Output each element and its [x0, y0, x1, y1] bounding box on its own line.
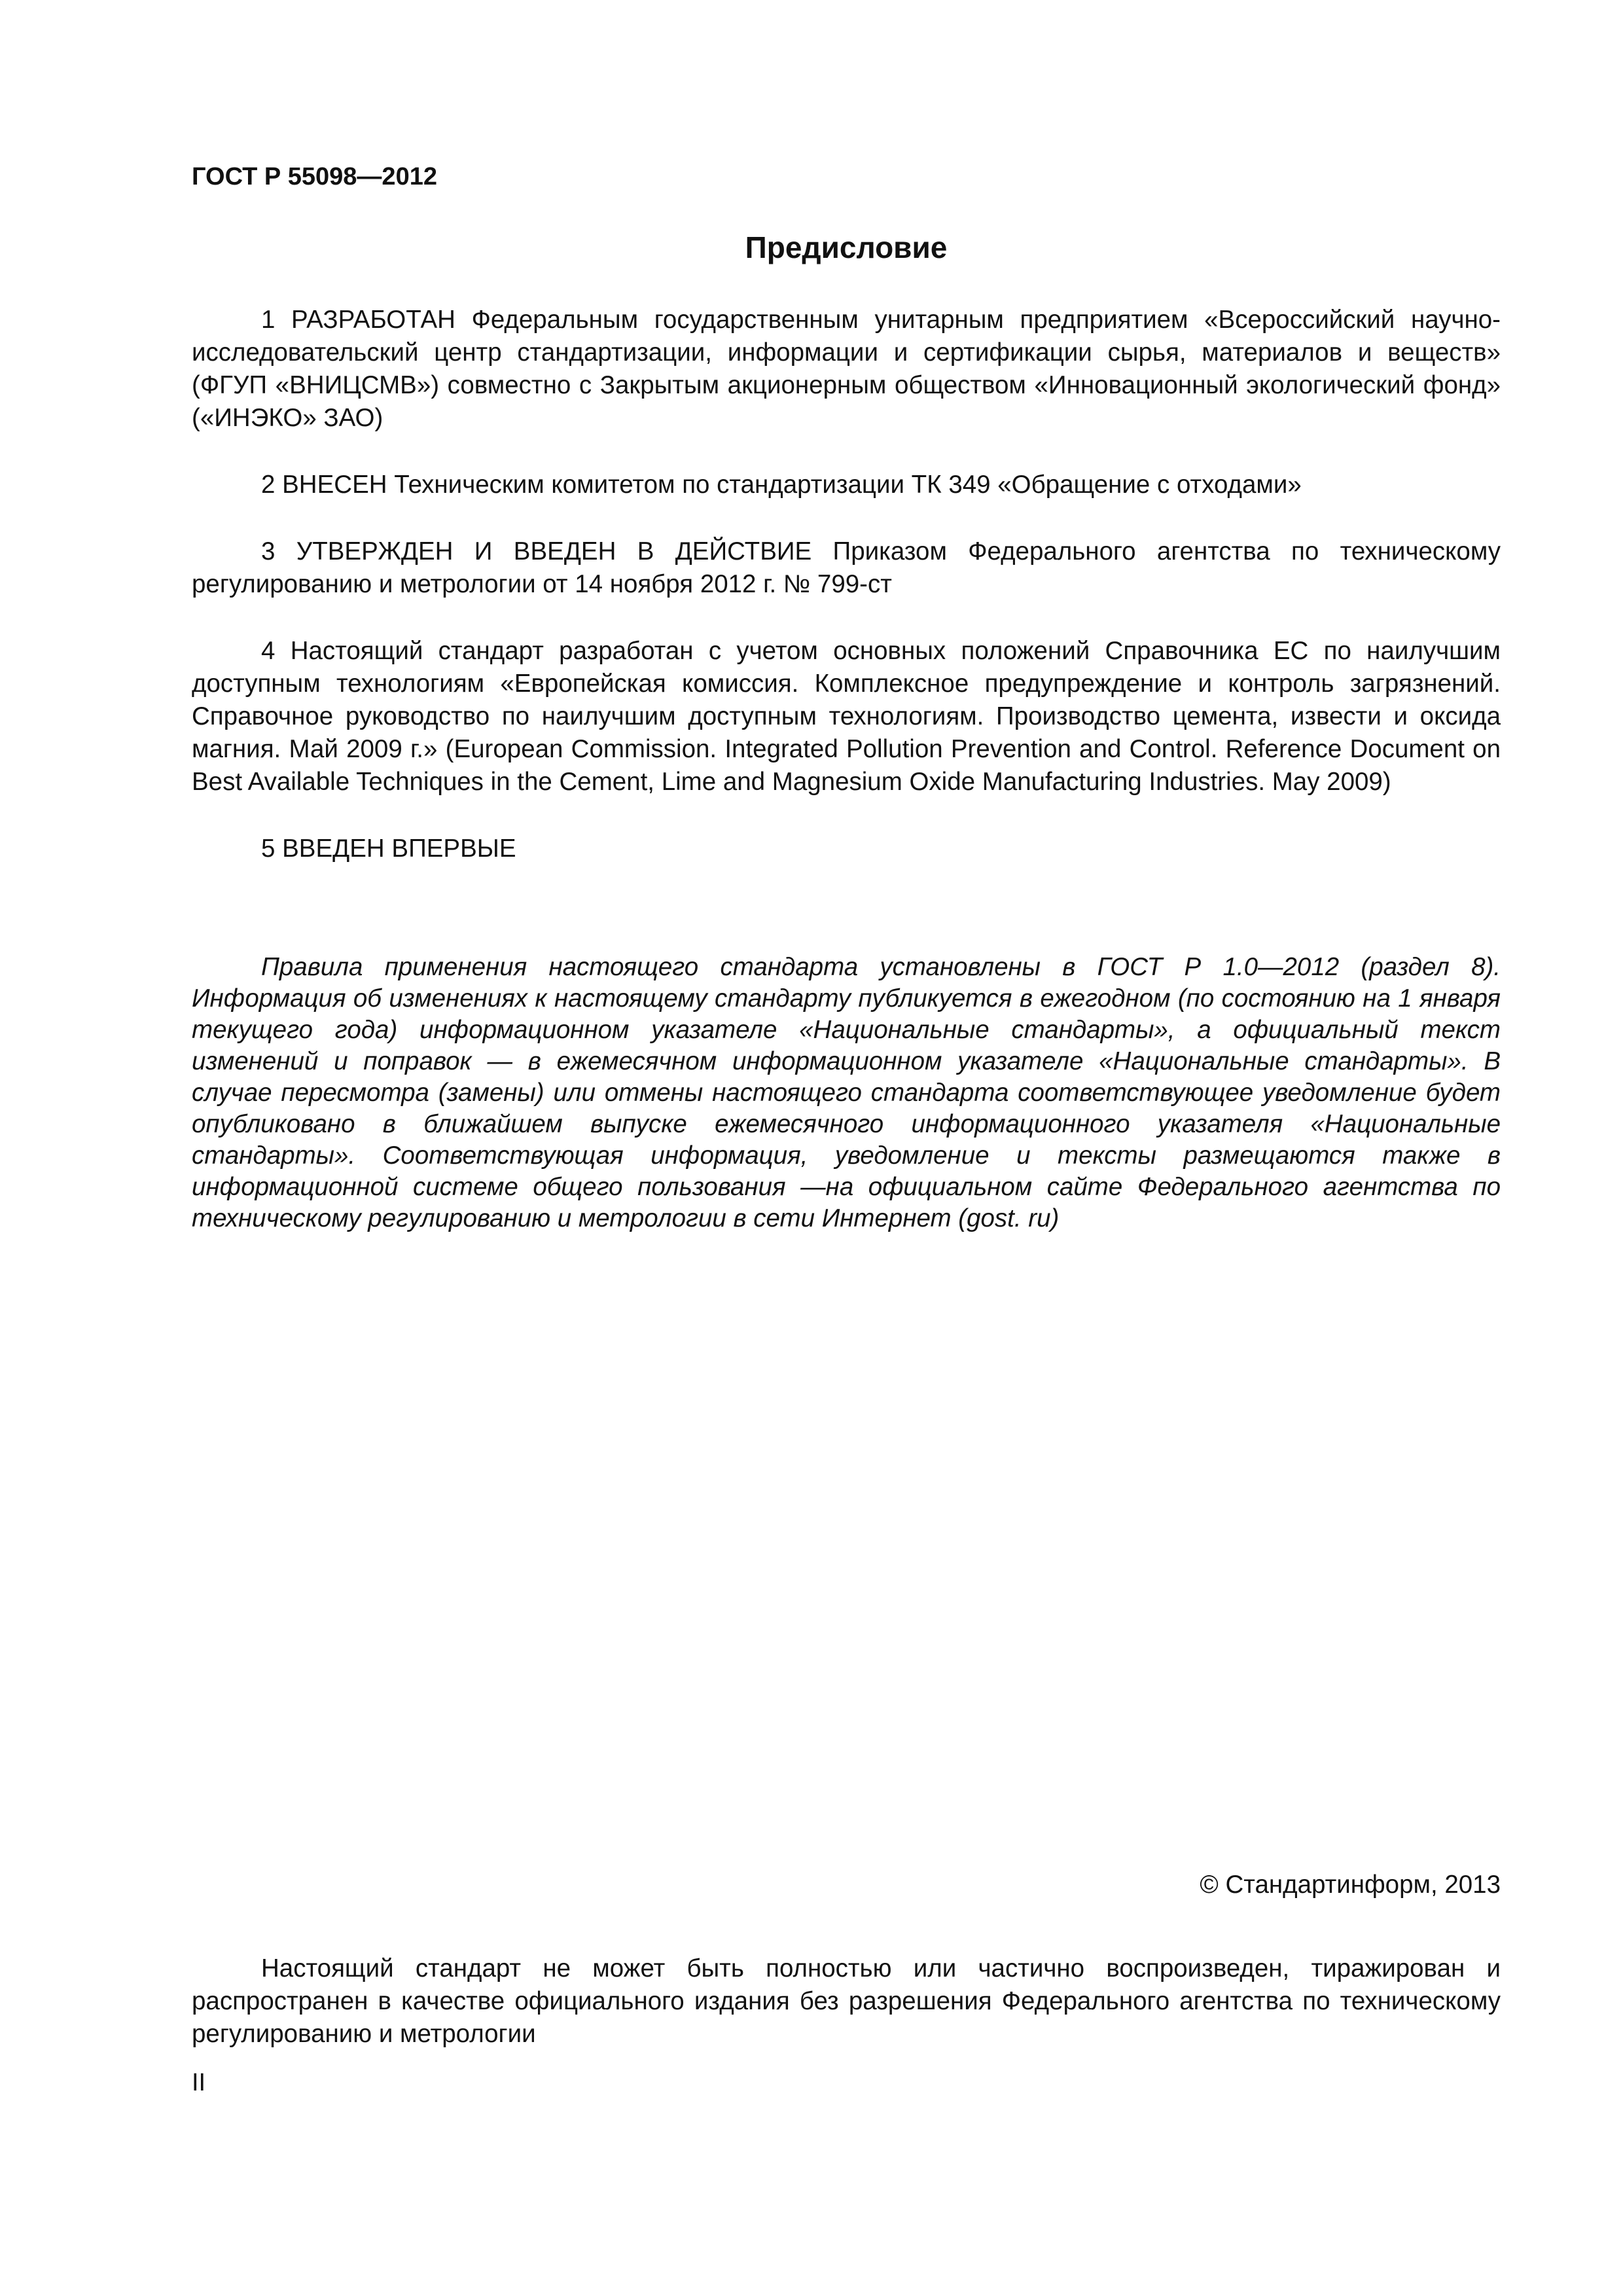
- preface-item-submitted: 2 ВНЕСЕН Техническим комитетом по стандартизации ТК 349 «Обращение с отходами»: [261, 471, 1302, 499]
- reproduction-restriction: Настоящий стандарт не может быть полностью или частично воспроизведен, тиражирован и распространен в качестве официального издания без разрешения Федерального агентства по техническому регулированию и метрологии: [192, 1954, 1501, 2048]
- page-number: II: [192, 2069, 206, 2096]
- preface-title: Предисловие: [745, 230, 948, 264]
- application-rules-note: Правила применения настоящего стандарта установлены в ГОСТ Р 1.0—2012 (раздел 8). Информация об изменениях к настоящему стандарту публикуется в ежегодном (по состоянию на 1 января текущего года) информационном указателе «Национальные стандарты», а официальный текст изменений и поправок — в ежемесячном информационном указателе «Национальные стандарты». В случае пересмотра (замены) или отмены настоящего стандарта соответствующее уведомление будет опубликовано в ближайшем выпуске ежемесячного информационного указателя «Национальные стандарты». Соответствующая информация, уведомление и тексты размещаются также в информационной системе общего пользования —на официальном сайте Федерального агентства по техническому регулированию и метрологии в сети Интернет (gost. ru): [192, 953, 1501, 1232]
- preface-item-introduced: 5 ВВЕДЕН ВПЕРВЫЕ: [261, 834, 516, 863]
- preface-section: [192, 228, 1501, 1234]
- copyright-notice: © Стандартинформ, 2013: [1200, 1871, 1501, 1899]
- preface-item-basis: 4 Настоящий стандарт разработан с учетом основных положений Справочника ЕС по наилучшим доступным технологиям «Европейская комиссия. Комплексное предупреждение и контроль загрязнений. Справочное руководство по наилучшим доступным технологиям. Производство цемента, извести и оксида магния. Май 2009 г.» (European Commission. Integrated Pollution Prevention and Control. Reference Document on Best Available Techniques in the Cement, Lime and Magnesium Oxide Manufacturing Industries. May 2009): [192, 637, 1501, 796]
- preface-item-approved: 3 УТВЕРЖДЕН И ВВЕДЕН В ДЕЙСТВИЕ Приказом Федерального агентства по техническому регулированию и метрологии от 14 ноября 2012 г. № 799-ст: [192, 537, 1501, 598]
- document-code: ГОСТ Р 55098—2012: [192, 163, 437, 190]
- preface-item-developed: 1 РАЗРАБОТАН Федеральным государственным унитарным предприятием «Всероссийский научно-исследовательский центр стандартизации, информации и сертификации сырья, материалов и веществ» (ФГУП «ВНИЦСМВ») совместно с Закрытым акционерным обществом «Инновационный экологический фонд» («ИНЭКО» ЗАО): [192, 306, 1501, 432]
